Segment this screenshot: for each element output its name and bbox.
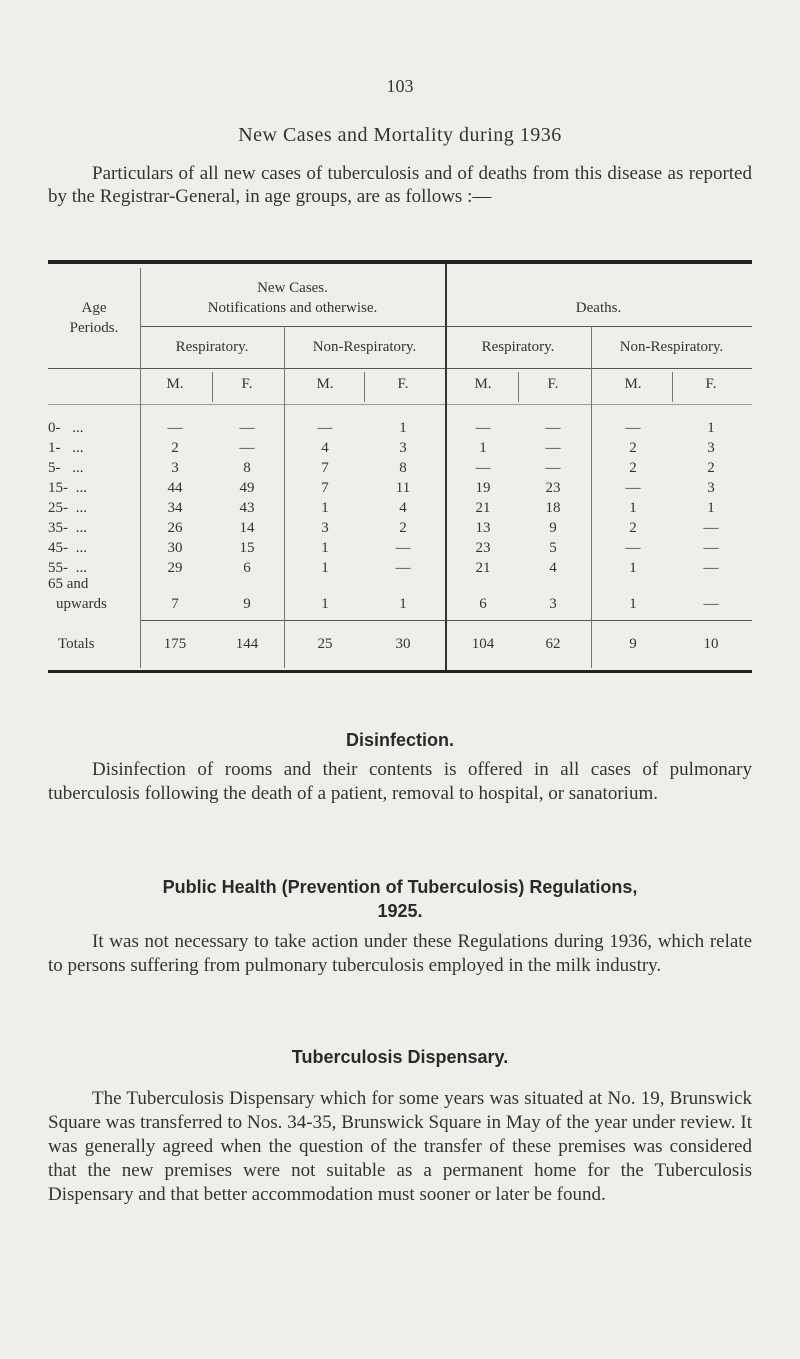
cell-value: 29 — [167, 560, 183, 576]
intro-paragraph — [48, 162, 752, 208]
cell-value: 5 — [549, 540, 557, 556]
cell-value: 13 — [475, 520, 491, 536]
cell-value: 2 — [171, 440, 179, 456]
disinfection-paragraph — [48, 758, 752, 806]
leader-dots: ... — [75, 520, 87, 536]
cell-value: 14 — [239, 520, 255, 536]
cell-value: 1 — [321, 560, 329, 576]
age-label: 35- — [48, 520, 68, 536]
col-line — [518, 372, 519, 402]
cell-value: 4 — [549, 560, 557, 576]
age-label: 55- — [48, 560, 68, 576]
total-value: 104 — [471, 636, 495, 652]
total-value: 10 — [703, 636, 719, 652]
cell-value: 1 — [479, 440, 487, 456]
cell-value: — — [625, 540, 641, 556]
age-label: 15- — [48, 480, 68, 496]
leader-dots: ... — [75, 500, 87, 516]
nc-non-respiratory-header: Non-Respiratory. — [312, 339, 417, 355]
cell-value: 3 — [707, 480, 715, 496]
page-number: 103 — [386, 76, 414, 96]
cell-value: 1 — [629, 596, 637, 612]
cell-value: — — [475, 460, 491, 476]
cell-value: 2 — [707, 460, 715, 476]
age-label: 65 and — [48, 576, 89, 592]
new-cases-header-line1: New Cases. — [257, 280, 328, 296]
cell-value: — — [475, 420, 491, 436]
intro-text: Particulars of all new cases of tuberculosis and of deaths from this disease as reported by the Registrar-General, in age groups, are as follows :— — [48, 163, 752, 207]
d-non-respiratory-header: Non-Respiratory. — [619, 339, 724, 355]
cell-value: 34 — [167, 500, 183, 516]
cell-value: — — [317, 420, 333, 436]
col-line — [140, 268, 141, 668]
dispensary-heading: Tuberculosis Dispensary. — [291, 1047, 509, 1067]
cell-value: 1 — [629, 560, 637, 576]
cell-value: 1 — [399, 596, 407, 612]
cell-value: 21 — [475, 500, 491, 516]
totals-label: Totals — [58, 636, 95, 652]
cell-value: 49 — [239, 480, 255, 496]
col-header-m: M. — [316, 376, 334, 392]
cell-value: 2 — [629, 440, 637, 456]
total-value: 175 — [163, 636, 187, 652]
cell-value: 8 — [399, 460, 407, 476]
cell-value: 6 — [243, 560, 251, 576]
col-line-main — [445, 264, 447, 670]
cell-value: 1 — [707, 500, 715, 516]
dispensary-text: The Tuberculosis Dispensary which for some years was situated at No. 19, Brunswick Square was transferred to Nos. 34-35, Brunswick Square in May of the year under review. It was generally agreed when the question of the transfer of these premises was considered that the new premises were not suitable as a permanent home for the Tuberculosis Dispensary and that better accommodation must sooner or later be found. — [48, 1088, 752, 1205]
age-label: 5- — [48, 460, 61, 476]
cell-value: — — [625, 420, 641, 436]
cell-value: — — [239, 440, 255, 456]
leader-dots: ... — [72, 460, 84, 476]
disinfection-text: Disinfection of rooms and their contents is offered in all cases of pulmonary tuberculosis following the death of a patient, removal to hospital, or sanatorium. — [48, 759, 752, 804]
col-header-f: F. — [397, 376, 409, 392]
cell-value: 1 — [399, 420, 407, 436]
cell-value: 3 — [707, 440, 715, 456]
cell-value: 3 — [171, 460, 179, 476]
table-top-rule — [48, 260, 752, 264]
cell-value: 1 — [629, 500, 637, 516]
leader-dots: ... — [72, 420, 84, 436]
total-value: 30 — [395, 636, 411, 652]
cell-value: 1 — [321, 596, 329, 612]
cell-value: 7 — [321, 460, 329, 476]
cell-value: 4 — [321, 440, 329, 456]
regulations-heading-line1: Public Health (Prevention of Tuberculosis) Regulations, — [162, 877, 638, 897]
cell-value: — — [703, 560, 719, 576]
col-line — [672, 372, 673, 402]
cell-value: 18 — [545, 500, 561, 516]
table-bottom-rule — [48, 670, 752, 673]
cell-value: 7 — [321, 480, 329, 496]
age-label: upwards — [56, 596, 107, 612]
cell-value: 26 — [167, 520, 183, 536]
cell-value: — — [395, 560, 411, 576]
cell-value: — — [167, 420, 183, 436]
cell-value: 4 — [399, 500, 407, 516]
cell-value: 1 — [321, 500, 329, 516]
disinfection-heading: Disinfection. — [345, 730, 454, 750]
col-line — [284, 326, 285, 668]
cell-value: 6 — [479, 596, 487, 612]
col-line — [212, 372, 213, 402]
cell-value: 9 — [243, 596, 251, 612]
leader-dots: ... — [75, 560, 87, 576]
col-header-f: F. — [705, 376, 717, 392]
cell-value: 3 — [399, 440, 407, 456]
cell-value: — — [395, 540, 411, 556]
regulations-heading-line2: 1925. — [377, 901, 423, 921]
cell-value: — — [545, 420, 561, 436]
col-header-m: M. — [624, 376, 642, 392]
total-value: 144 — [235, 636, 259, 652]
cell-value: 23 — [475, 540, 491, 556]
total-value: 62 — [545, 636, 561, 652]
col-line — [364, 372, 365, 402]
col-header-f: F. — [241, 376, 253, 392]
cell-value: 2 — [629, 520, 637, 536]
regulations-text: It was not necessary to take action under these Regulations during 1936, which relate to persons suffering from pulmonary tuberculosis employed in the milk industry. — [48, 931, 752, 976]
cell-value: 3 — [321, 520, 329, 536]
cell-value: 2 — [399, 520, 407, 536]
age-header-line2: Periods. — [69, 320, 119, 336]
cell-value: 9 — [549, 520, 557, 536]
cell-value: 2 — [629, 460, 637, 476]
age-header — [48, 298, 140, 338]
cell-value: 44 — [167, 480, 183, 496]
leader-dots: ... — [75, 540, 87, 556]
cell-value: 7 — [171, 596, 179, 612]
new-cases-header-line2: Notifications and otherwise. — [207, 300, 378, 316]
total-value: 25 — [317, 636, 333, 652]
header-divider-2 — [48, 368, 752, 369]
age-label: 25- — [48, 500, 68, 516]
cell-value: — — [239, 420, 255, 436]
page-title: New Cases and Mortality during 1936 — [238, 124, 562, 146]
cell-value: — — [545, 460, 561, 476]
cell-value: 15 — [239, 540, 255, 556]
col-line — [591, 326, 592, 668]
cell-value: 1 — [707, 420, 715, 436]
leader-dots: ... — [72, 440, 84, 456]
nc-respiratory-header: Respiratory. — [175, 339, 249, 355]
age-label: 45- — [48, 540, 68, 556]
cell-value: 3 — [549, 596, 557, 612]
cell-value: 8 — [243, 460, 251, 476]
cell-value: 19 — [475, 480, 491, 496]
statistics-table — [48, 260, 752, 676]
cell-value: — — [545, 440, 561, 456]
cell-value: — — [625, 480, 641, 496]
cell-value: 43 — [239, 500, 255, 516]
cell-value: 30 — [167, 540, 183, 556]
cell-value: 21 — [475, 560, 491, 576]
new-cases-header — [140, 278, 445, 318]
age-label: 0- — [48, 420, 61, 436]
cell-value: — — [703, 596, 719, 612]
regulations-paragraph — [48, 930, 752, 978]
cell-value: — — [703, 540, 719, 556]
deaths-header: Deaths. — [575, 300, 622, 316]
col-header-m: M. — [166, 376, 184, 392]
col-header-m: M. — [474, 376, 492, 392]
header-divider-3 — [48, 404, 752, 405]
cell-value: 11 — [395, 480, 411, 496]
age-header-line1: Age — [81, 300, 107, 316]
age-label: 1- — [48, 440, 61, 456]
d-respiratory-header: Respiratory. — [481, 339, 555, 355]
col-header-f: F. — [547, 376, 559, 392]
cell-value: 1 — [321, 540, 329, 556]
cell-value: — — [703, 520, 719, 536]
cell-value: 23 — [545, 480, 561, 496]
dispensary-paragraph — [48, 1087, 752, 1207]
total-value: 9 — [629, 636, 637, 652]
leader-dots: ... — [75, 480, 87, 496]
